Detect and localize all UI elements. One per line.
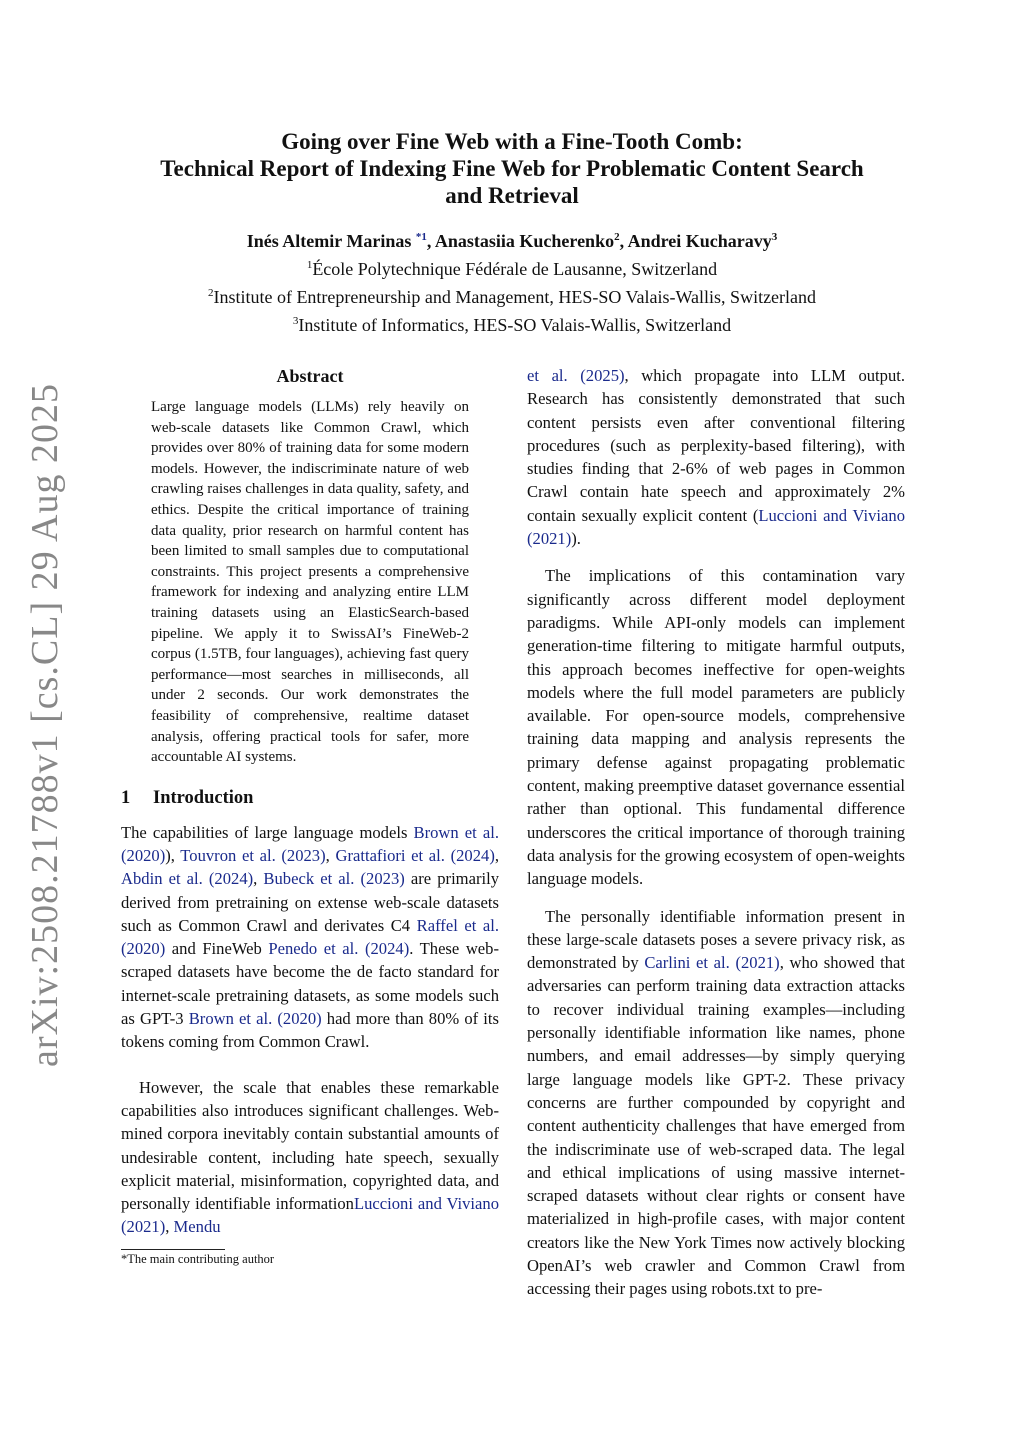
footnote-divider	[121, 1249, 225, 1250]
author-list	[120, 225, 904, 253]
affiliation	[120, 281, 904, 309]
author-name: , Andrei Kucharavy	[619, 231, 772, 251]
intro-paragraph-3: The implications of this contamination vary significantly across different model deployment paradigms. While API-only models can implement generation-time filtering to mitigate harmful outputs, this approach becomes ineffective for open-weights models where the full model parameters are publicly available. For open-source models, comprehensive training data mapping and analysis represents the primary defense against propagating problematic content, making preemptive dataset governance essential rather than optional. This fundamental difference underscores the critical importance of thorough training data analysis for the growing ecosystem of open-weights language models.	[527, 566, 905, 889]
affil-marker: 1	[306, 259, 313, 271]
body-text: are primarily derived from pretraining on extense web-scale datasets such as Common Crawl and derivates C4	[121, 869, 499, 935]
body-text: ,	[494, 845, 499, 865]
body-text: ,	[165, 1217, 174, 1237]
body-text: , who showed that adversaries can perform training data extraction attacks to recover individual training examples—including personally identifiable information like names, phone numbers, and email addresses—by simply querying large language models like GPT-2. These privacy concerns are further compounded by copyright and content authenticity challenges that have emerged from the indiscriminate use of web-scraped data. The legal and ethical implications of using massive internet-scraped datasets without clear rights or consent have materialized in high-profile cases, with major content creators like the New York Times now actively blocking OpenAI’s web crawler and Common Crawl from accessing their pages using robots.txt to pre-	[527, 953, 905, 1299]
arxiv-identifier-sidebar	[10, 383, 80, 1067]
citation-link[interactable]: Abdin et al. (2024)	[121, 869, 254, 889]
citation-link[interactable]: Raffel et al. (2020)	[121, 915, 499, 959]
citation-link[interactable]: et al. (2025)	[527, 366, 625, 385]
body-text: ,	[253, 869, 264, 889]
citation-link[interactable]: Bubeck et al. (2023)	[263, 869, 405, 889]
citation-link[interactable]: Brown et al. (2020)	[121, 822, 499, 865]
body-text: . These web-scraped datasets have become the de facto standard for internet-scale pretraining datasets, as some models such as GPT-3	[121, 939, 499, 1029]
title-line-2: Technical Report of Indexing Fine Web for Problematic Content Search	[160, 156, 864, 181]
body-text: and FineWeb	[165, 939, 269, 959]
intro-paragraph-4	[527, 905, 905, 1301]
citation-link[interactable]: Mendu	[173, 1217, 221, 1237]
footnote: *The main contributing author	[121, 1251, 275, 1266]
section-title: Introduction	[153, 787, 254, 808]
body-text: , which propagate into LLM output. Research has consistently demonstrated that such content persists even after conventional filtering procedures (such as perplexity-based filtering), with studies finding that 2-6% of web pages in Common Crawl contain hate speech and approximately 2% contain sexually explicit content (	[527, 366, 906, 525]
affil-marker: 3	[292, 315, 299, 327]
citation-link[interactable]: Penedo et al. (2024)	[268, 939, 410, 959]
affiliation	[120, 253, 904, 281]
body-text: ,	[325, 845, 336, 865]
body-text: The capabilities of large language models	[121, 822, 414, 842]
affil-marker: 2	[207, 287, 214, 299]
author-affil-marker: 2	[614, 231, 620, 243]
citation-link[interactable]: Carlini et al. (2021)	[644, 953, 780, 973]
citation-link[interactable]: Brown et al. (2020)	[188, 1009, 322, 1029]
left-column	[121, 364, 499, 1267]
body-text: had more than 80% of its tokens coming from Common Crawl.	[121, 1009, 499, 1052]
citation-link[interactable]: Grattafiori et al. (2024)	[335, 845, 495, 865]
intro-paragraph-2	[121, 1076, 499, 1239]
body-text: However, the scale that enables these remarkable capabilities also introduces significant challenges. Web-mined corpora inevitably contain substantial amounts of undesirable content, including hate speech, sexually explicit material, misinformation, copyrighted data, and personally identifiable information	[121, 1077, 499, 1214]
citation-link[interactable]: Luccioni and Viviano (2021)	[121, 1194, 499, 1237]
title-line-1: Going over Fine Web with a Fine-Tooth Comb:	[281, 129, 743, 154]
section-heading-introduction	[121, 788, 499, 809]
citation-link[interactable]: Luccioni and Viviano (2021)	[527, 505, 905, 549]
arxiv-identifier: arXiv:2508.21788v1 [cs.CL] 29 Aug 2025	[24, 383, 67, 1067]
abstract-heading: Abstract	[276, 366, 344, 386]
abstract-text: Large language models (LLMs) rely heavily on web-scale datasets like Common Crawl, which provides over 80% of training data for some modern models. However, the indiscriminate nature of web crawling raises challenges in data quality, safety, and ethics. Despite the critical importance of training data quality, prior research on harmful content has been limited to small samples due to computational constraints. This project presents a comprehensive framework for indexing and analyzing entire LLM training datasets using an ElasticSearch-based pipeline. We apply it to SwissAI’s FineWeb-2 corpus (1.5TB, four languages), achieving fast query performance—most searches in milliseconds, all under 2 seconds. Our work demonstrates the feasibility of comprehensive, realtime dataset analysis, offering practical tools for safer, more accountable AI systems.	[151, 399, 469, 766]
section-number: 1	[121, 787, 131, 808]
paper-title	[120, 128, 904, 209]
affiliation	[120, 309, 904, 337]
body-text: ).	[571, 529, 581, 549]
author-affil-marker[interactable]: *1	[415, 231, 427, 243]
affiliation-text: École Polytechnique Fédérale de Lausanne, Switzerland	[312, 259, 718, 279]
intro-paragraph-1	[121, 821, 499, 1054]
intro-paragraph-2-continued	[527, 364, 905, 550]
affiliation-text: Institute of Entrepreneurship and Management, HES-SO Valais-Wallis, Switzerland	[213, 287, 817, 307]
author-name: Inés Altemir Marinas	[246, 231, 416, 251]
author-name: , Anastasiia Kucherenko	[426, 231, 615, 251]
author-affil-marker: 3	[771, 231, 778, 243]
title-line-3: and Retrieval	[445, 183, 579, 208]
body-text: The personally identifiable information present in these large-scale datasets poses a severe privacy risk, as demonstrated by	[527, 906, 905, 973]
body-text: ),	[165, 845, 181, 865]
title-block	[120, 128, 904, 337]
affiliation-text: Institute of Informatics, HES-SO Valais-Wallis, Switzerland	[298, 315, 732, 335]
right-column	[527, 364, 905, 1301]
citation-link[interactable]: Touvron et al. (2023)	[180, 845, 326, 865]
